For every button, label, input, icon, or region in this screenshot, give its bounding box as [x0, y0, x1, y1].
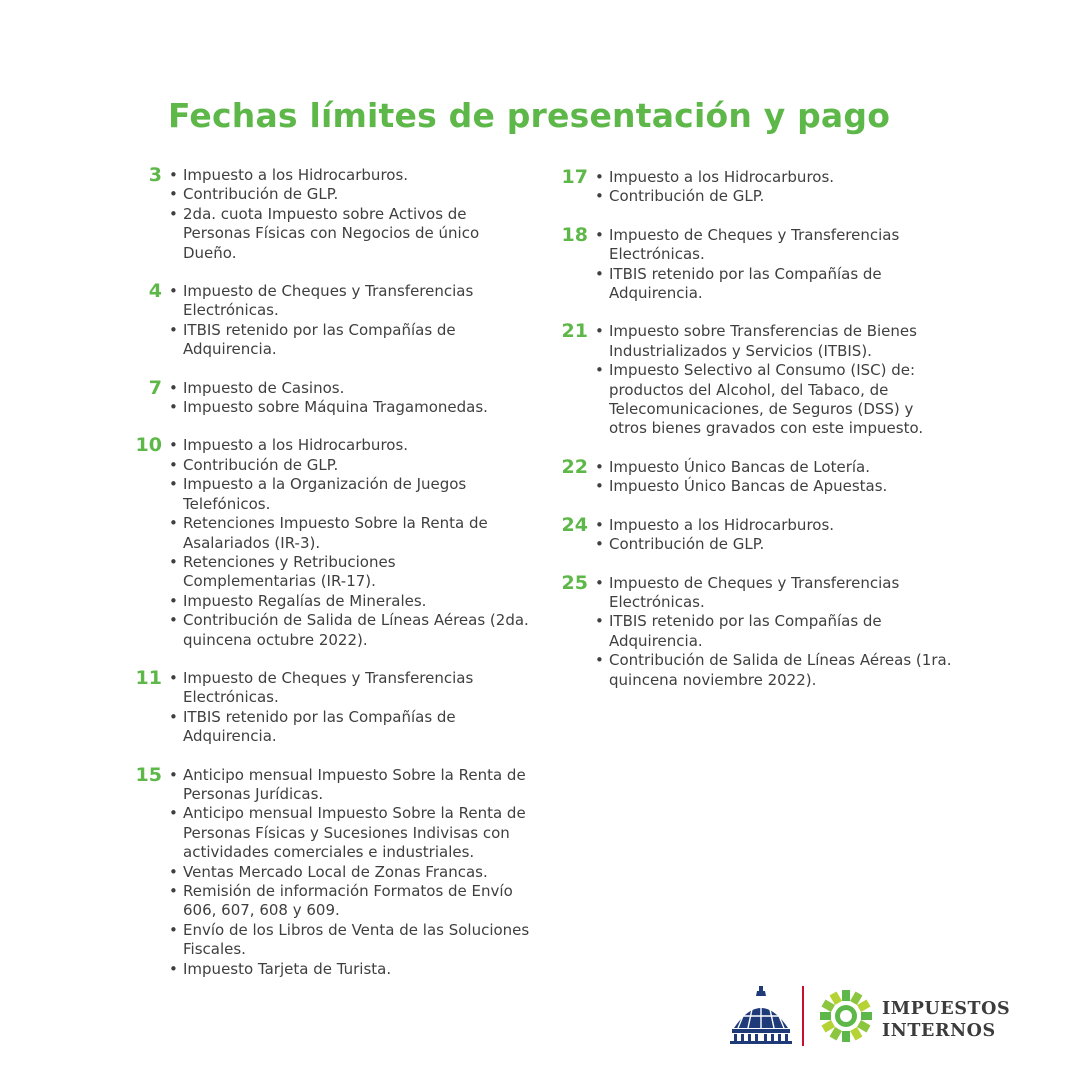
obligation-item: • Impuesto Tarjeta de Turista. [169, 960, 530, 979]
obligation-list [169, 436, 530, 649]
obligation-item: • Contribución de GLP. [595, 535, 956, 554]
obligation-list [595, 168, 956, 207]
left-column [130, 166, 530, 998]
obligation-item: • Envío de los Libros de Venta de las Soluciones Fiscales. [169, 921, 530, 960]
day-number: 15 [135, 763, 162, 786]
obligation-item: • Impuesto de Cheques y Transferencias Electrónicas. [595, 574, 956, 613]
day-number: 7 [148, 376, 162, 399]
obligation-item: • Impuesto de Cheques y Transferencias Electrónicas. [169, 282, 530, 321]
day-number: 24 [561, 513, 588, 536]
obligation-item: • ITBIS retenido por las Compañías de Adquirencia. [595, 265, 956, 304]
capitol-dome-icon [730, 986, 792, 1044]
date-group [130, 763, 530, 979]
obligation-item: • Contribución de GLP. [169, 185, 530, 204]
obligation-item: • Contribución de GLP. [595, 187, 956, 206]
date-group [130, 376, 530, 418]
obligation-list [169, 669, 530, 747]
obligation-list [595, 322, 956, 438]
date-group [556, 168, 956, 207]
date-group [130, 166, 530, 263]
brand-line-1: IMPUESTOS [882, 999, 1011, 1019]
day-number: 22 [561, 455, 588, 478]
date-group [556, 223, 956, 304]
obligation-item: • Retenciones Impuesto Sobre la Renta de Asalariados (IR-3). [169, 514, 530, 553]
obligation-list [169, 766, 530, 979]
obligation-item: • Impuesto Único Bancas de Lotería. [595, 458, 956, 477]
day-number: 11 [135, 666, 162, 689]
obligation-list [169, 282, 530, 360]
obligation-item: • Impuesto sobre Transferencias de Bienes Industrializados y Servicios (ITBIS). [595, 322, 956, 361]
obligation-item: • Ventas Mercado Local de Zonas Francas. [169, 863, 530, 882]
day-number: 21 [561, 320, 588, 343]
obligation-item: • Impuesto Selectivo al Consumo (ISC) de: productos del Alcohol, del Tabaco, de Telecomunicaciones, de Seguros (DSS) y otros bienes gravados con este impuesto. [595, 361, 956, 439]
obligation-list [169, 166, 530, 263]
date-group [130, 666, 530, 747]
obligation-list [595, 226, 956, 304]
obligation-item: • ITBIS retenido por las Compañías de Adquirencia. [169, 321, 530, 360]
obligation-item: • Retenciones y Retribuciones Complementarias (IR-17). [169, 553, 530, 592]
day-number: 25 [561, 571, 588, 594]
obligation-item: • ITBIS retenido por las Compañías de Adquirencia. [595, 612, 956, 651]
obligation-item: • Impuesto a los Hidrocarburos. [169, 166, 530, 185]
obligation-item: • Impuesto de Casinos. [169, 379, 530, 398]
obligation-list [595, 574, 956, 690]
right-column [556, 168, 956, 709]
obligation-list [595, 516, 956, 555]
obligation-item: • Contribución de GLP. [169, 456, 530, 475]
brand-line-2: INTERNOS [882, 1021, 996, 1041]
day-number: 17 [561, 166, 588, 188]
day-number: 4 [148, 280, 162, 303]
date-group [556, 571, 956, 690]
divider-line [802, 986, 804, 1046]
obligation-item: • Impuesto sobre Máquina Tragamonedas. [169, 398, 530, 417]
obligation-item: • Impuesto de Cheques y Transferencias Electrónicas. [169, 669, 530, 708]
obligation-item: • Impuesto a la Organización de Juegos Telefónicos. [169, 475, 530, 514]
obligation-item: • Impuesto a los Hidrocarburos. [595, 168, 956, 187]
date-group [556, 455, 956, 497]
obligation-item: • Anticipo mensual Impuesto Sobre la Renta de Personas Físicas y Sucesiones Indivisas con actividades comerciales e industriales. [169, 804, 530, 862]
day-number: 18 [561, 223, 588, 246]
brand-name [882, 998, 1010, 1042]
obligation-item: • 2da. cuota Impuesto sobre Activos de Personas Físicas con Negocios de único Dueño. [169, 205, 530, 263]
obligation-item: • Impuesto a los Hidrocarburos. [595, 516, 956, 535]
obligation-item: • Impuesto Único Bancas de Apuestas. [595, 477, 956, 496]
obligation-item: • Contribución de Salida de Líneas Aéreas (1ra. quincena noviembre 2022). [595, 651, 956, 690]
date-group [130, 282, 530, 360]
obligation-item: • Remisión de información Formatos de Envío 606, 607, 608 y 609. [169, 882, 530, 921]
date-group [130, 436, 530, 649]
obligation-item: • Anticipo mensual Impuesto Sobre la Renta de Personas Jurídicas. [169, 766, 530, 805]
obligation-item: • Impuesto Regalías de Minerales. [169, 592, 530, 611]
page-title: Fechas límites de presentación y pago [168, 96, 891, 135]
obligation-item: • ITBIS retenido por las Compañías de Adquirencia. [169, 708, 530, 747]
green-sun-logo-icon [818, 988, 874, 1044]
obligation-list [169, 379, 530, 418]
date-group [556, 322, 956, 438]
date-group [556, 513, 956, 555]
obligation-list [595, 458, 956, 497]
day-number: 10 [135, 434, 162, 457]
footer-logos [730, 984, 1020, 1048]
day-number: 3 [148, 164, 162, 186]
obligation-item: • Impuesto de Cheques y Transferencias Electrónicas. [595, 226, 956, 265]
obligation-item: • Contribución de Salida de Líneas Aéreas (2da. quincena octubre 2022). [169, 611, 530, 650]
obligation-item: • Impuesto a los Hidrocarburos. [169, 436, 530, 455]
